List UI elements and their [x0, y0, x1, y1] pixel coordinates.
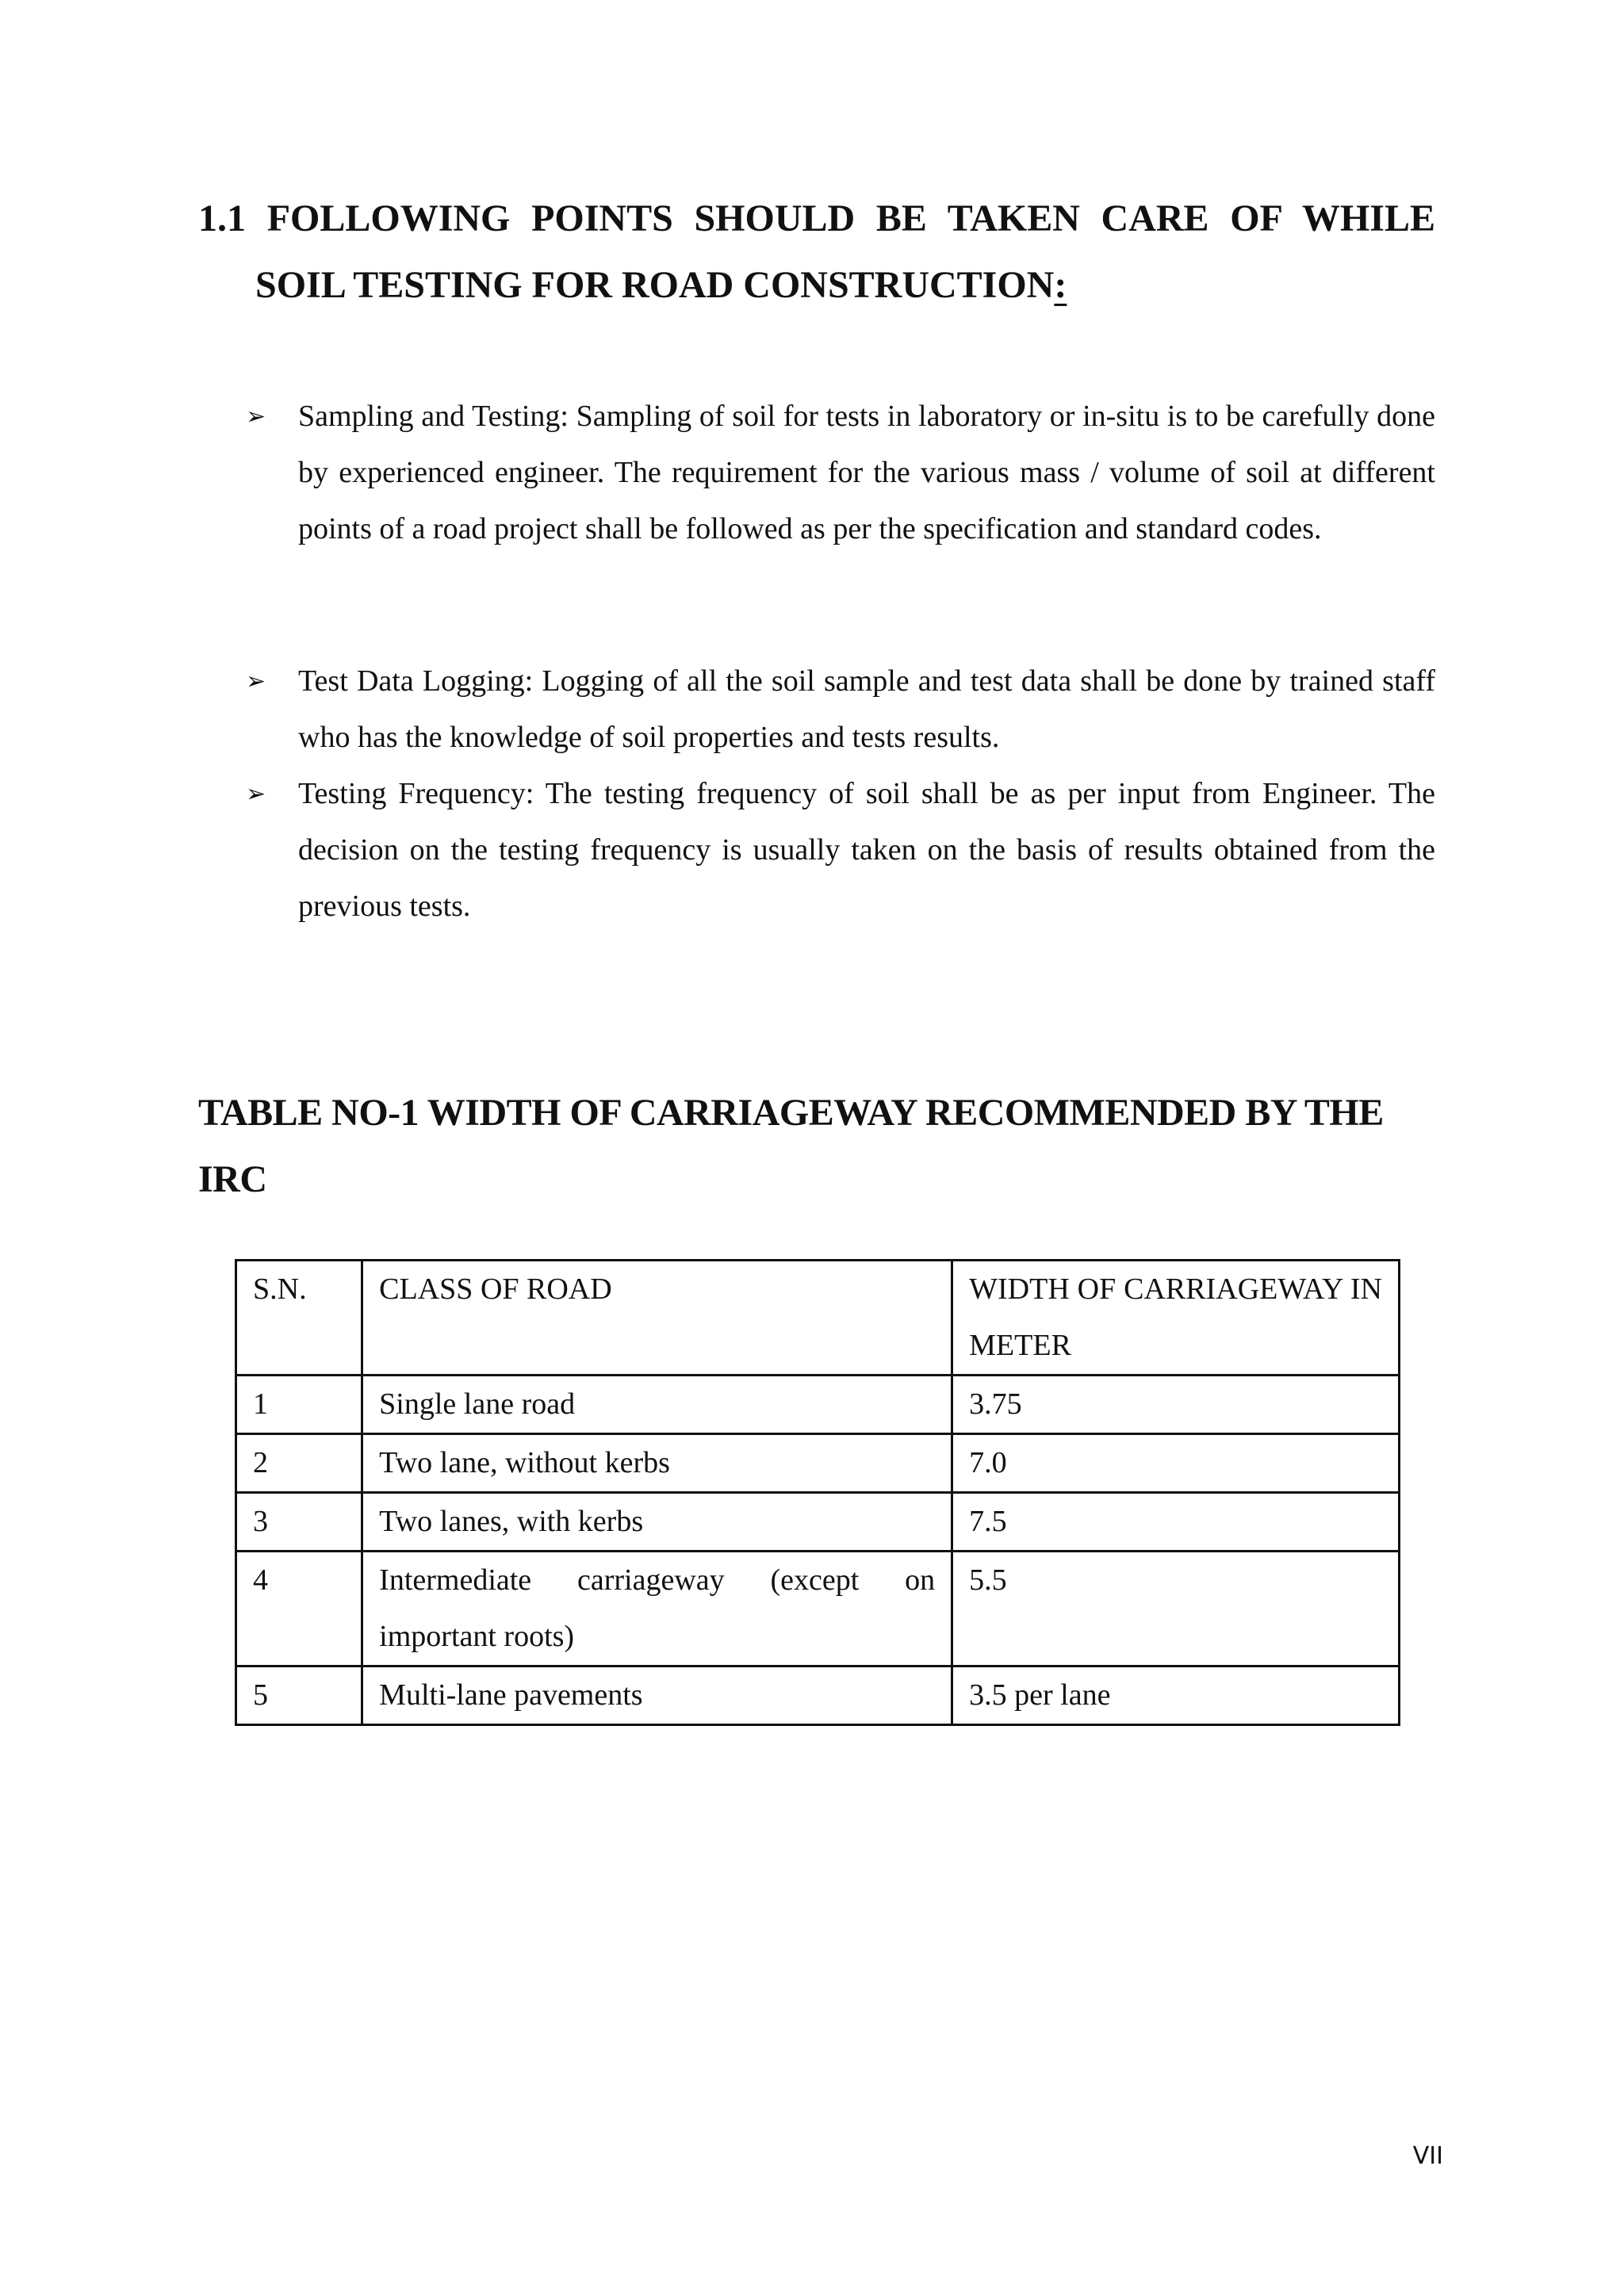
- section-heading-line-2-text: SOIL TESTING FOR ROAD CONSTRUCTION: [255, 264, 1055, 306]
- bullet-item-sampling: [246, 388, 1435, 557]
- bullet-text: Testing Frequency: The testing frequency of soil shall be as per input from Engineer. The decision on the testing frequency is usually taken on the basis of results obtained from the previous tests.: [298, 777, 1435, 923]
- carriageway-table-wrapper: [235, 1259, 1400, 1726]
- header-class-of-road: CLASS OF ROAD: [362, 1261, 952, 1376]
- page-number: VII: [1412, 2142, 1443, 2170]
- arrow-bullet-icon: ➢: [246, 403, 266, 430]
- arrow-bullet-icon: ➢: [246, 780, 266, 808]
- bullet-list-first: [246, 388, 1435, 557]
- bullet-text: Sampling and Testing: Sampling of soil for tests in laboratory or in-situ is to be carefully done by experienced engineer. The requirement for the various mass / volume of soil at different points of a road project shall be followed as per the specification and standard codes.: [298, 400, 1435, 545]
- cell-width: 7.0: [952, 1434, 1400, 1493]
- cell-width: 3.75: [952, 1376, 1400, 1434]
- bullet-text: Test Data Logging: Logging of all the soil sample and test data shall be done by trained staff who has the knowledge of soil properties and tests results.: [298, 664, 1435, 754]
- table-row: [236, 1434, 1400, 1493]
- header-sn: S.N.: [236, 1261, 362, 1376]
- arrow-bullet-icon: ➢: [246, 668, 266, 695]
- cell-class: Two lane, without kerbs: [362, 1434, 952, 1493]
- cell-width: 5.5: [952, 1552, 1400, 1667]
- cell-class: Multi-lane pavements: [362, 1667, 952, 1725]
- table-row: [236, 1493, 1400, 1552]
- cell-class: Intermediate carriageway (except on important roots): [362, 1552, 952, 1667]
- cell-width: 3.5 per lane: [952, 1667, 1400, 1725]
- bullet-item-testing-frequency: [246, 766, 1435, 935]
- bullet-list-second: [246, 653, 1435, 935]
- cell-sn: 2: [236, 1434, 362, 1493]
- cell-sn: 4: [236, 1552, 362, 1667]
- table-row: [236, 1667, 1400, 1725]
- table-heading: TABLE NO-1 WIDTH OF CARRIAGEWAY RECOMMENDED BY THE IRC: [198, 1092, 1384, 1200]
- cell-sn: 3: [236, 1493, 362, 1552]
- section-heading-colon: :: [1054, 264, 1067, 306]
- section-heading-line-2: [198, 252, 1435, 319]
- cell-class: Two lanes, with kerbs: [362, 1493, 952, 1552]
- cell-sn: 5: [236, 1667, 362, 1725]
- cell-class: Single lane road: [362, 1376, 952, 1434]
- section-heading-line-1: 1.1 FOLLOWING POINTS SHOULD BE TAKEN CARE OF WHILE: [198, 197, 1435, 239]
- cell-width: 7.5: [952, 1493, 1400, 1552]
- bullet-item-data-logging: [246, 653, 1435, 766]
- table-header-row: [236, 1261, 1400, 1376]
- table-row: [236, 1552, 1400, 1667]
- section-heading: [198, 186, 1435, 319]
- carriageway-width-table: [235, 1259, 1400, 1726]
- header-width: WIDTH OF CARRIAGEWAY IN METER: [952, 1261, 1400, 1376]
- cell-sn: 1: [236, 1376, 362, 1434]
- table-row: [236, 1376, 1400, 1434]
